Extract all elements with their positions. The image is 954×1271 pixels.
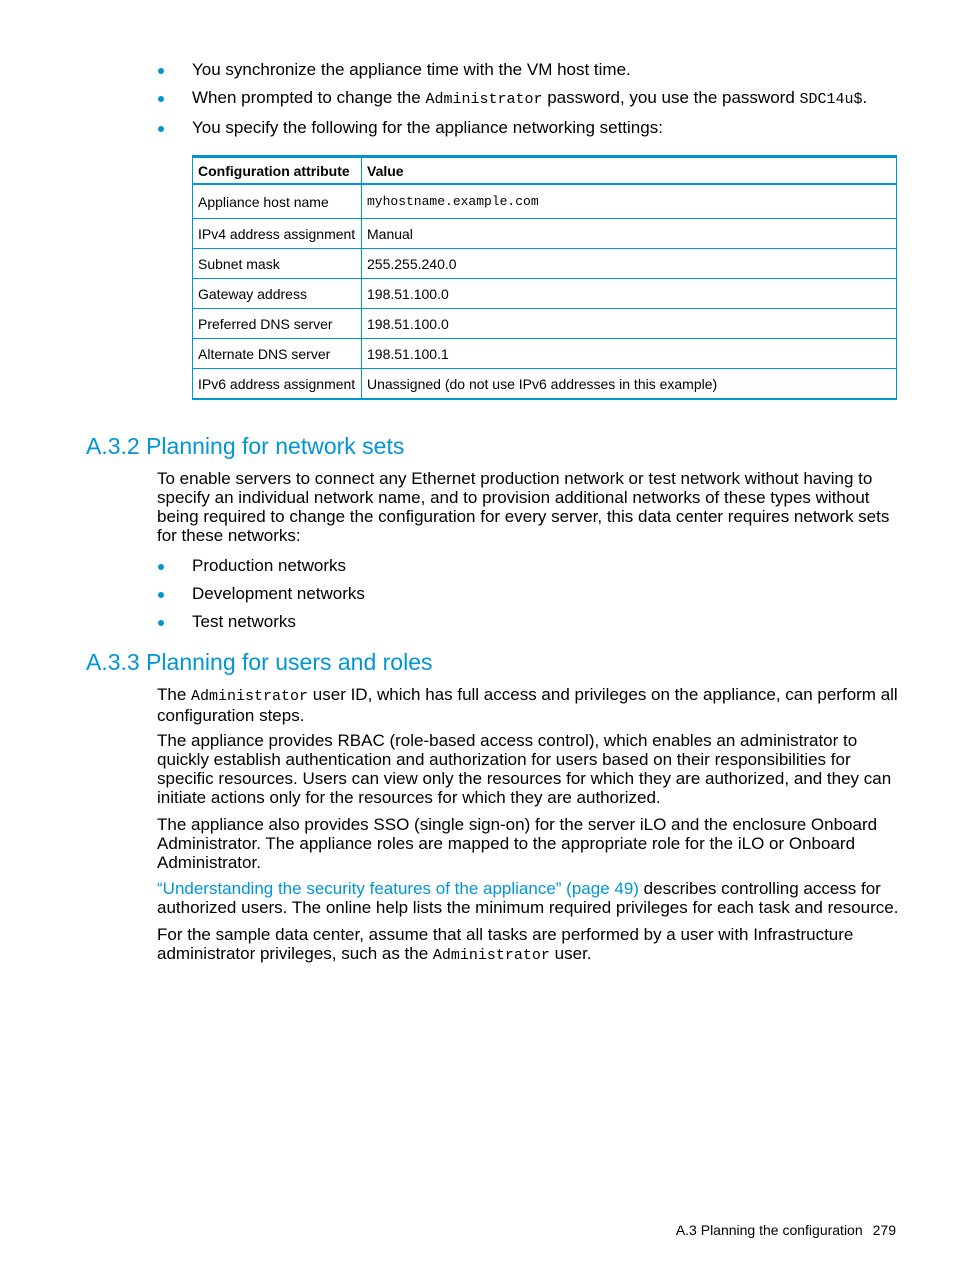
column-header: Value (362, 157, 897, 185)
table-cell-value: 255.255.240.0 (362, 249, 897, 279)
list-item: Development networks (157, 584, 902, 604)
table-cell-value: myhostname.example.com (362, 184, 897, 219)
column-header: Configuration attribute (193, 157, 362, 185)
bullet-icon (158, 620, 164, 626)
section-heading-users-roles: A.3.3 Planning for users and roles (86, 649, 433, 675)
table-cell-attr: IPv4 address assignment (193, 219, 362, 249)
users-roles-paragraph-4: “Understanding the security features of the appliance” (page 49) describes controlling access for authorized users. The online help lists the minimum required privileges for each task and resource. (157, 879, 899, 917)
table-row (193, 219, 897, 249)
table-cell-attr: Subnet mask (193, 249, 362, 279)
table-row (193, 339, 897, 369)
list-item: You specify the following for the appliance networking settings: (157, 118, 902, 138)
users-roles-paragraph-2: The appliance provides RBAC (role-based access control), which enables an administrator to quickly establish authentication and authorization for users based on their responsibilities for specific resources. Users can view only the resources for which they are authorized, and they can initiate actions only for the resources for which they are authorized. (157, 731, 892, 807)
table-row (193, 369, 897, 400)
code-administrator: Administrator (425, 91, 543, 108)
bullet-icon (158, 126, 164, 132)
network-settings-table (192, 155, 897, 400)
bullet-icon (158, 564, 164, 570)
table-cell-attr: Appliance host name (193, 184, 362, 219)
table-cell-attr: Preferred DNS server (193, 309, 362, 339)
bullet-icon (158, 592, 164, 598)
code-administrator: Administrator (191, 688, 309, 705)
table-cell-attr: Alternate DNS server (193, 339, 362, 369)
code-password: SDC14u$ (799, 91, 863, 108)
table-cell-attr: IPv6 address assignment (193, 369, 362, 400)
table-cell-value: 198.51.100.0 (362, 309, 897, 339)
table-row (193, 309, 897, 339)
users-roles-paragraph-1: The Administrator user ID, which has full access and privileges on the appliance, can perform all configuration steps. (157, 685, 898, 725)
page-number: 279 (872, 1222, 896, 1238)
footer-section-title: A.3 Planning the configuration (675, 1222, 863, 1238)
bullet-icon (158, 96, 164, 102)
table-cell-value: 198.51.100.0 (362, 279, 897, 309)
users-roles-paragraph-3: The appliance also provides SSO (single sign-on) for the server iLO and the enclosure Onboard Administrator. The appliance roles are mapped to the appropriate role for the iLO or Onboard Administrator. (157, 815, 878, 872)
network-sets-bullet-list (157, 556, 902, 640)
code-administrator: Administrator (432, 947, 550, 964)
section-heading-network-sets: A.3.2 Planning for network sets (86, 433, 405, 459)
list-item: Test networks (157, 612, 902, 632)
network-sets-paragraph: To enable servers to connect any Ethernet production network or test network without having to specify an individual network name, and to provision additional networks of these types without being required to change the configuration for every server, this data center requires network sets for these networks: (157, 469, 890, 545)
table-cell-attr: Gateway address (193, 279, 362, 309)
list-item: When prompted to change the Administrator password, you use the password SDC14u$. (157, 88, 902, 110)
table-row (193, 279, 897, 309)
table-cell-value: Manual (362, 219, 897, 249)
table-row (193, 184, 897, 219)
security-features-link[interactable]: “Understanding the security features of the appliance” (page 49) (157, 879, 639, 898)
users-roles-paragraph-5: For the sample data center, assume that all tasks are performed by a user with Infrastructure administrator privileges, such as the Administrator user. (157, 925, 854, 964)
table-cell-value: 198.51.100.1 (362, 339, 897, 369)
list-item: Production networks (157, 556, 902, 576)
table-header-row (193, 157, 897, 185)
intro-bullet-list (157, 60, 902, 146)
list-item: You synchronize the appliance time with the VM host time. (157, 60, 902, 80)
page-footer (676, 1222, 896, 1238)
bullet-icon (158, 68, 164, 74)
table-cell-value: Unassigned (do not use IPv6 addresses in this example) (362, 369, 897, 400)
table-row (193, 249, 897, 279)
